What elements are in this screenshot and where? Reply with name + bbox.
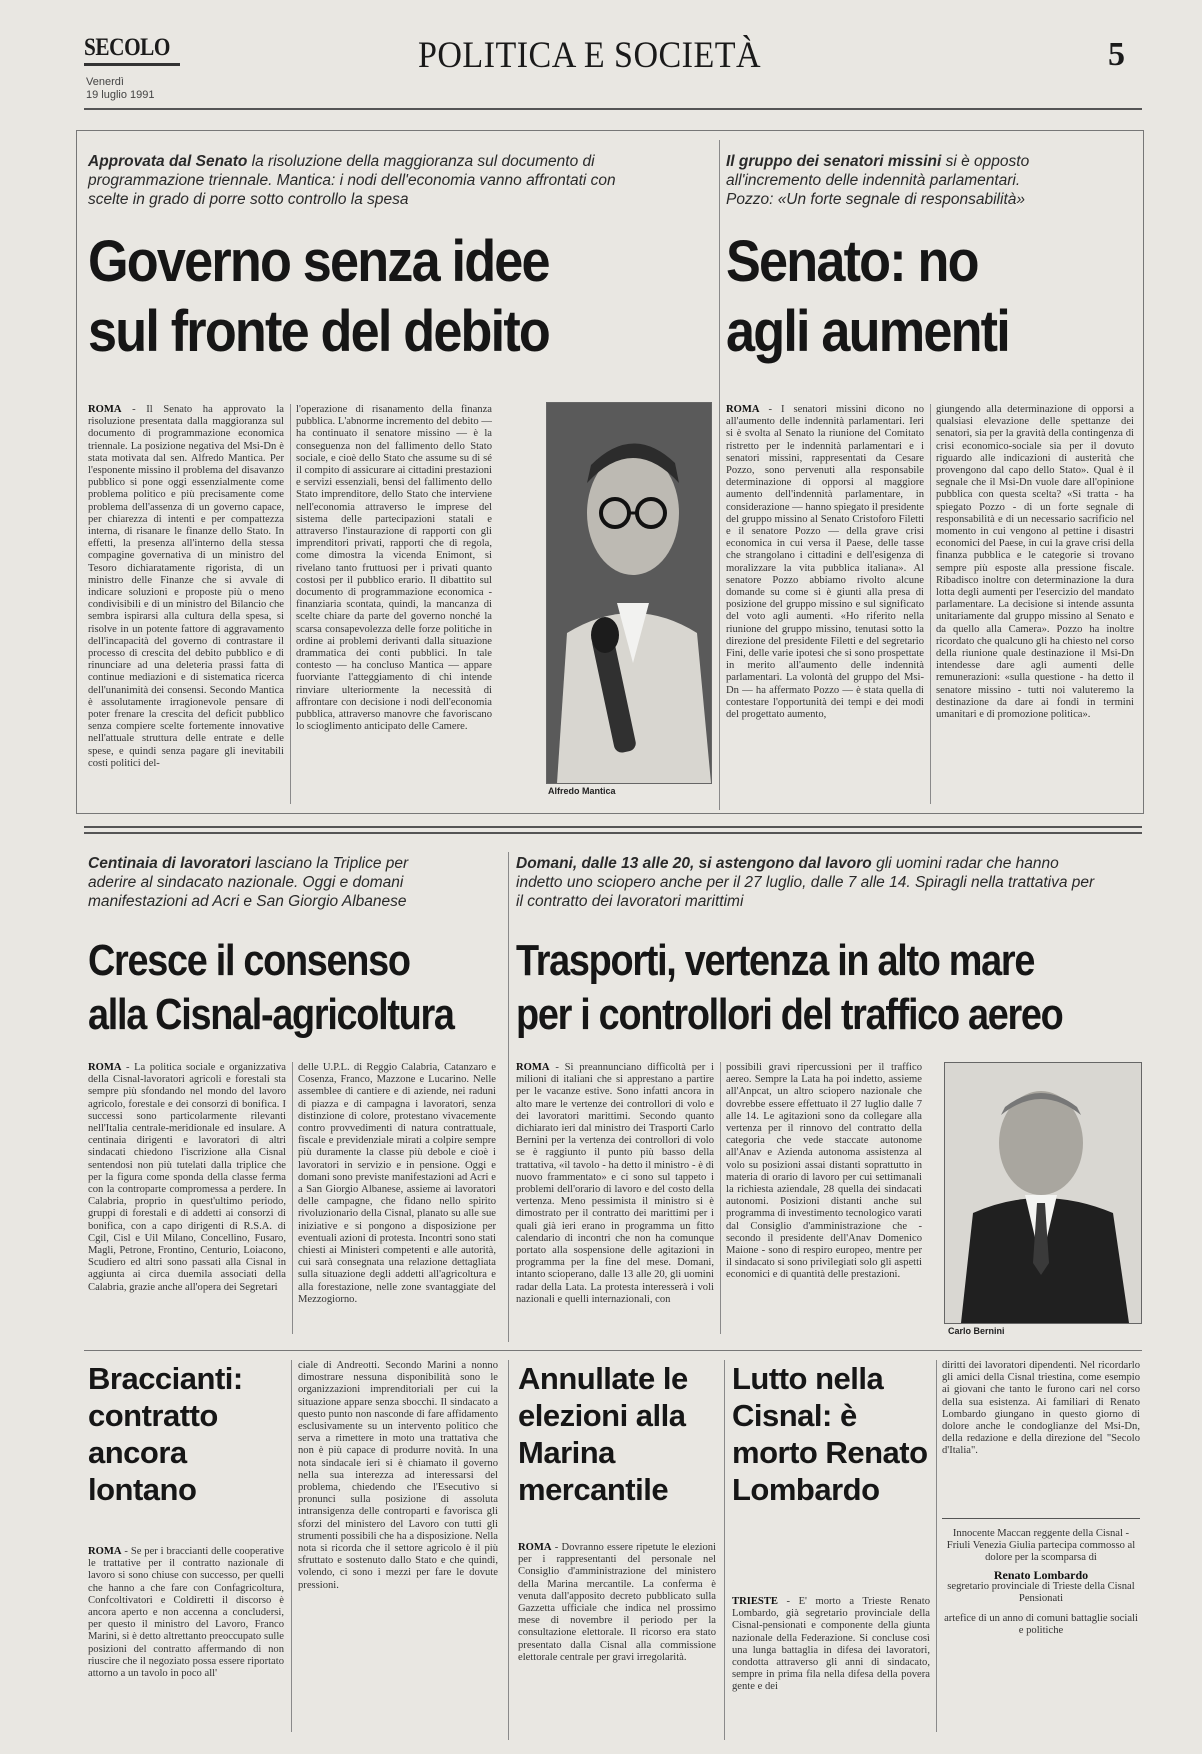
article-body-text: La politica sociale e organizzativa della Cisnal-lavoratori agricoli e forestali sta sempre più sfondando nel mondo del lavoro agricolo, forestale e dei consorzi di bonifica. I successi sono particolarmente rilevanti nell'Italia centrale-meridionale ed insulare. A centinaia dirigenti e lavoratori di altri sindacati chiedono l'iscrizione alla Cisnal sentendosi non più tutelati dalla triplice che per la figura come sponda della classe ferma con la controparte compromessa a perdere. In Calabria, proprio in quest'ultimo periodo, gruppi di forestali e di addetti ai consorzi di bonifica, con a capo dirigenti di R.S.A. di Cgil, Cisl e Uil Milano, Concellino, Fusaro, Magli, Petrone, Frontino, Centurio, Loiacono, Scudiero ed altri sono passati alla Cisnal in aggiunta ai circa duemila associati della Calabria, grazie anche all'opera dei Segretari bbox=[88, 1062, 286, 1293]
article-body-text: Si preannunciano difficoltà per i milioni di italiani che si apprestano a partire per le vacanze estive. Sono infatti ancora in alto mare le vertenze dei controllori di volo e dei lavoratori marittimi. Secondo quanto dichiarato ieri dal ministro dei Trasporti Carlo Bernini per la vertenza dei controllori di volo se è raggiunto il punto più basso della trattativa, «il tavolo - ha detto il ministro - è di nuovo frammentato» e ci sono sul tappeto i problemi dell'orario di lavoro e del costo della vertenza. Meno pessimista il ministro si è dimostrato per il contratto dei marittimi per i quali già ieri erano in programma un fitto calendario di incontri che non ha comunque portato alla sospensione delle agitazioni in programma per la fine del mese. Domani, intanto scioperano, dalle 13 alle 20, gli uomini radar della Lata. La protesta interesserà i voli nazionali e quelli internazionali, con bbox=[516, 1062, 714, 1305]
kicker-text: lasciano la Triplice per aderire al sindacato nazionale. Oggi e domani manifestazioni ad Acri e San Giorgio Albanese bbox=[88, 855, 409, 910]
logo-underline bbox=[84, 63, 180, 66]
article-body-text: delle U.P.L. di Reggio Calabria, Catanzaro e Cosenza, Franco, Mazzone e Lucarino. Nelle assemblee di cantiere e di aziende, nei raduni di piazza e di campagna i lavoratori, senza distinzione di colore, protestano vivacemente contro provvedimenti di natura contrattuale, fiscale e previdenziale mirati a colpire sempre più duramente la classe più debole e cioè i lavoratori in servizio e in pensione. Oggi e domani sono previste manifestazioni ad Acri e a San Giorgio Albanese, assieme ai lavoratori delle campagne, che fidano nello spirito rivoluzionario della Cisnal, planato su alle sue iniziative e si pongono a disposizione per eventuali azioni di protesta. Incontri sono stati chiesti ai Ministeri competenti e alle autorità, cui sarà consegnata una relazione dettagliata sulla situazione degli addetti all'agricoltura e alla forestazione, nelle zone svantaggiate del Mezzogiorno. bbox=[298, 1062, 496, 1305]
article-column-2 bbox=[296, 404, 492, 804]
issue-date: 19 luglio 1991 bbox=[86, 89, 155, 101]
photo-caption: Carlo Bernini bbox=[948, 1326, 1005, 1336]
article-marina bbox=[518, 1360, 718, 1740]
headline: Braccianti: contratto ancora lontano bbox=[88, 1361, 243, 1507]
section-title: POLITICA E SOCIETÀ bbox=[418, 35, 762, 76]
article-body-text: E' morto a Trieste Renato Lombardo, già segretario provinciale della Cisnal-pensionati e componente della giunta nazionale della Federazione. Si concluse così una lunga battaglia in difesa dei lavoratori, condotta attraverso gli anni di sindacato, sempre in prima fila nella difesa della povera gente e dei bbox=[732, 1596, 930, 1693]
headline-line-1: Governo senza idee bbox=[88, 229, 549, 294]
article-body-text: Dovranno essere ripetute le elezioni per i rappresentanti del personale nel Consiglio d'amministrazione del ministero della Marina mercantile. La conferma è venuta dall'apposito decreto pubblicato sulla Gazzetta ufficiale che indica nel prossimo mese di novembre il periodo per la consultazione elettorale. Il ricorso era stato presentato dalla Cisnal alla commissione elettorale centrale per gravi irregolarità. bbox=[518, 1542, 716, 1663]
headline-line-1: Trasporti, vertenza in alto mare bbox=[516, 936, 1035, 985]
kicker-bold: Il gruppo dei senatori missini bbox=[726, 153, 942, 170]
article-kicker bbox=[88, 854, 458, 911]
notice-text: Innocente Maccan reggente della Cisnal - Friuli Venezia Giulia partecipa commosso al dolore per la scomparsa di bbox=[946, 1528, 1136, 1564]
portrait-illustration bbox=[945, 1063, 1141, 1323]
newspaper-logo: SECOLO bbox=[84, 34, 171, 61]
article-column-1: ROMA - Si preannunciano difficoltà per i milioni di italiani che si apprestano a partire per le vacanze estive. Sono infatti ancora in alto mare le vertenze dei controllori di volo e dei lavoratori marittimi. Secondo quanto dichiarato ieri dal ministro dei Trasporti Carlo Bernini per la vertenza dei controllori di volo se è raggiunto il punto più basso della trattativa, «il tavolo - ha detto il ministro - è di nuovo frammentato» e ci sono sul tappeto i problemi dell'orario di lavoro e del costo della vertenza. Meno pessimista il ministro si è dimostrato per il contratto dei marittimi per i quali già ieri erano in programma un fitto calendario di incontri che non ha comunque portato alla sospensione delle agitazioni in programma per la fine del mese. Domani, intanto scioperano, dalle 13 alle 20, gli uomini radar della Lata. La protesta interesserà i voli nazionali e quelli internazionali, con bbox=[516, 1062, 714, 1305]
article-column-1: ROMA - I senatori missini dicono no all'aumento delle indennità parlamentari. Ieri si è svolta al Senato la riunione del Comitato ristretto per le indennità parlamentari e i senatori missini, rappresentati da Cesare Pozzo, sono pervenuti alla responsabile determinazione di opporsi al maggiore aumento dell'indennità parlamentare, in considerazione — hanno spiegato il presidente del gruppo missino al Senato Cristoforo Filetti e il senatore Pozzo — della grave crisi economica in cui versa il Paese, delle tasse che strangolano i cittadini e dell'esigenza di moralizzare la vita pubblica italiana». Al senatore Pozzo abbiamo rivolto alcune domande su come si è giunti alla presa di posizione del gruppo missino e sul significato del voto agli aumenti. «Ho riferito nella riunione del gruppo missino, tenutasi sotto la direzione del presidente Filetti e del segretario Fini, delle varie ipotesi che si sono prospettate in merito all'aumento delle indennità parlamentari. La volontà del gruppo del Msi-Dn — ha affermato Pozzo — è stata quella di contestare l'opportunità dei tempi e dei modi del progettato aumento, bbox=[726, 404, 924, 721]
kicker-bold: Domani, dalle 13 alle 20, si astengono dal lavoro bbox=[516, 855, 872, 872]
column-divider bbox=[508, 852, 509, 1342]
article-column-1: ROMA - Se per i braccianti delle cooperative le trattative per il contratto nazionale di lavoro si sono chiuse con successo, per quelli che hanno a che fare con Confagricoltura, Confcoltivatori e Coldiretti il discorso è ancora aperto e non accenna a concludersi, per questo il ministro del Lavoro, Franco Marini, si è detto altrettanto preoccupato sulle posizioni del contratto affermando di non riuscire che il negoziato possa essere riportato attorno a un tavolo in poco all' bbox=[88, 1546, 284, 1680]
headline-line-2: sul fronte del debito bbox=[88, 299, 550, 364]
bottom-separator bbox=[84, 1350, 1142, 1351]
dateline: ROMA bbox=[88, 1546, 122, 1557]
article-column-1: ROMA - Dovranno essere ripetute le elezioni per i rappresentanti del personale nel Consiglio d'amministrazione del ministero della Marina mercantile. La conferma è venuta dall'apposito decreto pubblicato sulla Gazzetta ufficiale che indica nel prossimo mese di novembre il periodo per la consultazione elettorale. Il ricorso era stato presentato dalla Cisnal alla commissione elettorale centrale per gravi irregolarità. bbox=[518, 1542, 716, 1663]
notice-end: artefice di un anno di comuni battaglie sociali e politiche bbox=[944, 1613, 1138, 1637]
issue-day: Venerdì bbox=[86, 76, 124, 88]
kicker-bold: Approvata dal Senato bbox=[88, 153, 248, 170]
article-column-2 bbox=[942, 1360, 1140, 1510]
article-column-1: ROMA - Il Senato ha approvato la risoluzione presentata dalla maggioranza sul documento di programmazione economica triennale. La posizione negativa del Msi-Dn è stata motivata dal sen. Alfredo Mantica. Per l'esponente missino il problema del disavanzo pubblico si pone oggi essenzialmente come problema politico e più precisamente come problema dell'assenza di un governo capace, per chiarezza di intenti e per compattezza interna, di risanare le finanze dello Stato. In effetti, la presenza all'interno della stessa compagine governativa di un ministro del Tesoro dichiaratamente rigorista, di un ministro delle Finanze che si avvale di indicare soluzioni e proposte più o meno condivisibili e di un ministro del Bilancio che sembra ispirarsi alla cultura della spesa, si risolve in un potente fattore di aggravamento dell'incapacità del governo di contrastare il processo di crescita del debito pubblico e di rinunciare ad una deleteria prassi fatta di continue mediazioni e di sistematica ricerca dell'unanimità dei consensi. Secondo Mantica è assolutamente irragionevole pensare di poter frenare la crescita del deficit pubblico senza compiere scelte fortemente innovative nell'attuale struttura delle entrate e delle spese, e quindi senza pagare gli inevitabili costi politici del- bbox=[88, 404, 284, 769]
kicker-text: gli uomini radar che hanno indetto uno sciopero anche per il 27 luglio, dalle 7 alle 14. Spiragli nella trattativa per il contratto dei lavoratori marittimi bbox=[516, 855, 1095, 910]
article-braccianti bbox=[88, 1360, 500, 1740]
article-body-text: possibili gravi ripercussioni per il traffico aereo. Sempre la Lata ha poi indetto, assieme all'Anpcat, un altro sciopero nazionale che dovrebbe essere effettuato il 27 luglio dalle 7 alle 14. Le agitazioni sono da collegare alla vertenza per il rinnovo del contratto della categoria che vede staccate autonome all'Anav e Azienda autonoma assistenza al volo su posizioni assai distanti soprattutto in materia di orario di lavoro per cui settimanali la richiesta aziendale, 28 quella dei sindacati autonomi. Posizioni distanti anche sul programma di investimento tecnologico varati dal Consiglio d'amministrazione che - secondo il presidente dell'Anav Domenico Maione - sono di respiro europeo, mentre per il sindacato si sono privilegiati solo gli aspetti economici e di quantità delle prestazioni. bbox=[726, 1062, 922, 1281]
column-rule bbox=[290, 404, 291, 804]
dateline: ROMA bbox=[726, 404, 760, 415]
article-body-text: Se per i braccianti delle cooperative le trattative per il contratto nazionale di lavoro si sono chiuse con successo, per quelli che hanno a che fare con Confagricoltura, Confcoltivatori e Coldiretti il discorso è ancora aperto e non accenna a concludersi, per questo il ministro del Lavoro, Franco Marini, si è detto altrettanto preoccupato sulle posizioni del contratto affermando di non riuscire che il negoziato possa essere riportato attorno a un tavolo in poco all' bbox=[88, 1546, 284, 1680]
column-divider bbox=[508, 1360, 509, 1740]
article-trasporti bbox=[516, 852, 1142, 1342]
article-column-1: ROMA - La politica sociale e organizzativa della Cisnal-lavoratori agricoli e forestali sta sempre più sfondando nel mondo del lavoro agricolo, forestale e dei consorzi di bonifica. I successi sono particolarmente rilevanti nell'Italia centrale-meridionale ed insulare. A centinaia dirigenti e lavoratori di altri sindacati chiedono l'iscrizione alla Cisnal sentendosi non più tutelati dalla triplice che per la figura come sponda della classe ferma con la controparte compromessa a perdere. In Calabria, proprio in quest'ultimo periodo, gruppi di forestali e di addetti ai consorzi di bonifica, con a capo dirigenti di R.S.A. di Cgil, Cisl e Uil Milano, Concellino, Fusaro, Magli, Petrone, Frontino, Centurio, Loiacono, Scudiero ed altri sono passati alla Cisnal in aggiunta ai circa duemila associati della Calabria, grazie anche all'opera dei Segretari bbox=[88, 1062, 286, 1293]
kicker-text: la risoluzione della maggioranza sul documento di programmazione triennale. Mantica: i nodi dell'economia vanno affrontati con scelte in grado di porre sotto controllo la spesa bbox=[88, 153, 616, 208]
article-senato bbox=[726, 150, 1136, 810]
page-number: 5 bbox=[1108, 36, 1125, 73]
dateline: ROMA bbox=[88, 1062, 122, 1073]
obituary-notice bbox=[942, 1528, 1140, 1638]
article-body-text: I senatori missini dicono no all'aumento delle indennità parlamentari. Ieri si è svolta al Senato la riunione del Comitato ristretto per le indennità parlamentari e i senatori missini, rappresentati da Cesare Pozzo, sono pervenuti alla responsabile determinazione di opporsi al maggiore aumento dell'indennità parlamentare, in considerazione — hanno spiegato il presidente del gruppo missino al Senato Cristoforo Filetti e il senatore Pozzo — della grave crisi economica in cui versa il Paese, delle tasse che strangolano i cittadini e dell'esigenza di moralizzare la vita pubblica italiana». Al senatore Pozzo abbiamo rivolto alcune domande su come si è giunti alla presa di posizione del gruppo missino e sul significato del voto agli aumenti. «Ho riferito nella riunione del gruppo missino, tenutasi sotto la direzione del presidente Filetti e del segretario Fini, delle varie ipotesi che si sono prospettate in merito all'aumento delle indennità parlamentari. La volontà del gruppo del Msi-Dn — ha affermato Pozzo — è stata quella di contestare l'opportunità dei tempi e dei modi del progettato aumento, bbox=[726, 404, 924, 721]
article-body-text: Il Senato ha approvato la risoluzione presentata dalla maggioranza sul documento di programmazione economica triennale. La posizione negativa del Msi-Dn è stata motivata dal sen. Alfredo Mantica. Per l'esponente missino il problema del disavanzo pubblico si pone oggi essenzialmente come problema politico e più precisamente come problema dell'assenza di un governo capace, per chiarezza di intenti e per compattezza interna, di risanare le finanze dello Stato. In effetti, la presenza all'interno della stessa compagine governativa di un ministro del Tesoro dichiaratamente rigorista, di un ministro delle Finanze che si avvale di indicare soluzioni e proposte più o meno condivisibili e di un ministro del Bilancio che sembra ispirarsi alla cultura della spesa, si risolve in un potente fattore di aggravamento dell'incapacità del governo di contrastare il processo di crescita del debito pubblico e di rinunciare ad una deleteria prassi fatta di continue mediazioni e di sistematica ricerca dell'unanimità dei consensi. Secondo Mantica è assolutamente irragionevole pensare di poter frenare la crescita del deficit pubblico senza compiere scelte fortemente innovative nell'attuale struttura delle entrate e delle spese, e quindi senza pagare gli inevitabili costi politici del- bbox=[88, 404, 284, 769]
article-column-2 bbox=[936, 404, 1134, 804]
column-rule bbox=[292, 1062, 293, 1334]
kicker-text: si è opposto all'incremento delle indennità parlamentari. Pozzo: «Un forte segnale di responsabilità» bbox=[726, 153, 1030, 208]
article-cisnal bbox=[88, 852, 498, 1342]
portrait-photo bbox=[944, 1062, 1142, 1324]
kicker-bold: Centinaia di lavoratori bbox=[88, 855, 251, 872]
top-column-divider bbox=[719, 140, 720, 810]
article-lutto bbox=[732, 1360, 1140, 1740]
notice-role: segretario provinciale di Trieste della Cisnal Pensionati bbox=[947, 1580, 1135, 1605]
article-column-2 bbox=[298, 1062, 496, 1334]
article-kicker bbox=[88, 152, 648, 209]
column-rule bbox=[291, 1360, 292, 1732]
photo-caption: Alfredo Mantica bbox=[548, 786, 616, 796]
article-column-2 bbox=[726, 1062, 922, 1334]
section-separator bbox=[84, 826, 1142, 834]
headline-line-2: alla Cisnal-agricoltura bbox=[88, 990, 454, 1039]
article-body-text: ciale di Andreotti. Secondo Marini a nonno dimostrare nessuna disponibilità sono le organizzazioni imprenditoriali per cui la situazione appare senza sbocchi. Il sindacato a questo punto non nasconde di fare affidamento esclusivamente su un intervento politico che serva a rimettere in moto una trattativa che non è più capace di produrre novità. In una nota sindacale ieri si è chiamato il governo nella sua interezza ad interessarsi del problema, chiedendo che l'Esecutivo si pronunci sulla posizione di assoluta intransigenza delle controparti e favorisca gli sforzi del ministero del Lavoro con tutti gli strumenti possibili che ha a disposizione. Nella nota si ricorda che il settore agricolo è il più sfruttato e sostenuto dallo Stato e che quindi, volendo, ci sono i mezzi per fare le dovute pressioni. bbox=[298, 1360, 498, 1591]
article-kicker bbox=[516, 854, 1096, 911]
headline-line-1: Senato: no bbox=[726, 229, 978, 294]
article-body-text: l'operazione di risanamento della finanza pubblica. L'abnorme incremento del debito — ha continuato il senatore missino — è la conseguenza non del fallimento dello Stato sociale, e cioè dello Stato che assume su di sé il compito di assicurare ai cittadini prestazioni e servizi essenziali, bensì del fallimento dello Stato imprenditore, dello Stato che interviene nell'economia attraverso le imprese del sistema delle partecipazioni statali e attraverso l'instaurazione di rapporti con gli imprenditori privati, rapporti che di regola, come dimostra la vicenda Enimont, si rivelano tanto fruttuosi per i privati quanto costosi per il pubblico erario. Il dibattito sul documento di programmazione economica - finanziaria scontata, quindi, la mancanza di scelte chiare da parte del governo nonché la scarsa consapevolezza delle forze politiche in ordine ai problemi derivanti dalla situazione drammatica dei conti pubblici. In tale contesto — ha concluso Mantica — appare fuorviante l'atteggiamento di chi intende rinviare ulteriormente la necessità di affrontare con decisione i nodi dell'economia pubblica, attraverso manovre che favoriscano lo scioglimento anticipato delle Camere. bbox=[296, 404, 492, 733]
dateline: ROMA bbox=[88, 404, 122, 415]
article-column-2 bbox=[298, 1360, 498, 1732]
masthead-rule bbox=[84, 108, 1142, 110]
masthead bbox=[0, 0, 1202, 120]
headline-line-2: agli aumenti bbox=[726, 299, 1009, 364]
column-rule bbox=[720, 1062, 721, 1334]
headline: Annullate le elezioni alla Marina mercantile bbox=[518, 1361, 688, 1507]
column-rule bbox=[930, 404, 931, 804]
article-column-1: TRIESTE - E' morto a Trieste Renato Lombardo, già segretario provinciale della Cisnal-pensionati e componente della giunta nazionale della Federazione. Si concluse così una lunga battaglia in difesa dei lavoratori, condotta attraverso gli anni di sindacato, sempre in prima fila nella difesa della povera gente e dei bbox=[732, 1596, 930, 1693]
notice-rule bbox=[942, 1518, 1140, 1519]
dateline: TRIESTE bbox=[732, 1596, 778, 1607]
dateline: ROMA bbox=[516, 1062, 550, 1073]
article-body-text: diritti dei lavoratori dipendenti. Nel ricordarlo gli amici della Cisnal triestina, come esempio ai giovani che tanto le furono cari nel corso della sua esistenza. Ai familiari di Renato Lombardo giungano in questo giorno di dolore anche le condoglianze del Msi-Dn, della redazione e della direzione del "Secolo d'Italia". bbox=[942, 1360, 1140, 1457]
article-kicker bbox=[726, 152, 1066, 209]
headline: Lutto nella Cisnal: è morto Renato Lombardo bbox=[732, 1361, 928, 1507]
headline-line-2: per i controllori del traffico aereo bbox=[516, 990, 1063, 1039]
column-divider bbox=[724, 1360, 725, 1740]
dateline: ROMA bbox=[518, 1542, 552, 1553]
portrait-photo bbox=[546, 402, 712, 784]
portrait-illustration bbox=[547, 403, 711, 783]
article-governo bbox=[88, 150, 710, 810]
headline-line-1: Cresce il consenso bbox=[88, 936, 410, 985]
column-rule bbox=[936, 1360, 937, 1732]
article-body-text: giungendo alla determinazione di opporsi a qualsiasi elevazione delle spettanze dei senatori, sia per la gravità della contingenza di crisi economico-sociale sia per il dovuto riguardo alle indicazioni di austerità che provengono dal capo dello Stato». Qual è il segnale che il Msi-Dn vuole dare all'opinione pubblica con questa scelta? «Si tratta - ha spiegato Pozzo - di un forte segnale di responsabilità e di un necessario sacrificio nel momento in cui vengono al pettine i disastri economici del Paese, in cui la grave crisi della finanza pubblica e le categorie si trovano sempre più esposte alla pressione fiscale. Ribadisco inoltre con determinazione la dura lotta degli aumenti per l'esercizio del mandato parlamentare. La decisione si intende assunta unitariamente dal gruppo missino al Senato e da quello alla Camera». Pozzo ha inoltre ricordato che qualcuno gli ha chiesto nel corso della riunione quale destinazione il Msi-Dn intendesse dare agli aumenti delle remunerazioni: «sulla questione - ha detto il senatore missino - tutti noi valuteremo la destinazione da dare ai fondi in termini umanitari e di promozione politica». bbox=[936, 404, 1134, 721]
notice-name: Renato Lombardo bbox=[993, 1567, 1089, 1582]
